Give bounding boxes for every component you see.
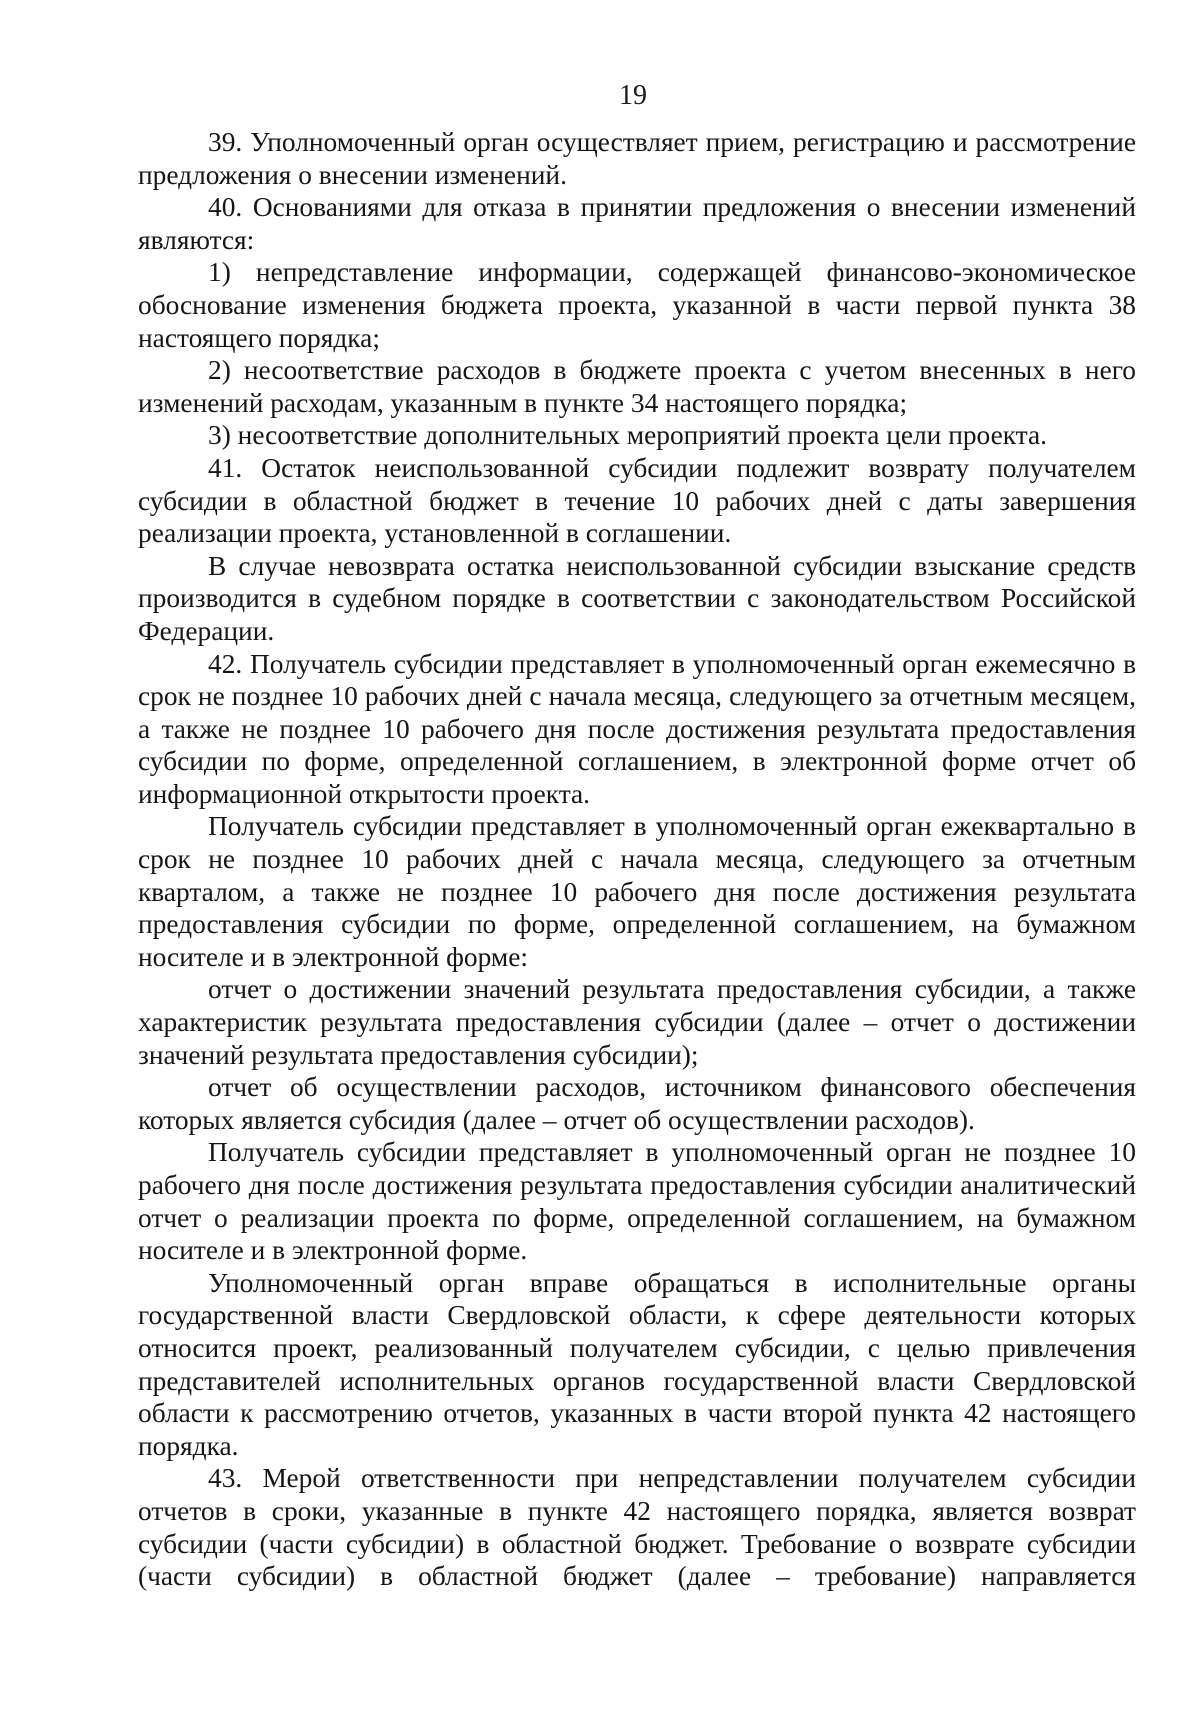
paragraph-40-item-2: 2) несоответствие расходов в бюджете проекта с учетом внесенных в него изменений расходам, указанным в пункте 34 настоящего порядка; <box>138 355 1136 418</box>
paragraph-42-part-2: Получатель субсидии представляет в уполномоченный орган ежеквартально в срок не позднее 10 рабочих дней с начала месяца, следующего за отчетным кварталом, а также не позднее 10 рабочего дня после достижения результата предоставления субсидии по форме, определенной соглашением, на бумажном носителе и в электронной форме: <box>138 811 1136 972</box>
paragraph-41-part-2: В случае невозврата остатка неиспользованной субсидии взыскание средств производится в судебном порядке в соответствии с законодательством Российской Федерации. <box>138 550 1136 646</box>
paragraph-40-item-3: 3) несоответствие дополнительных мероприятий проекта цели проекта. <box>208 420 1047 451</box>
document-body <box>138 126 1136 1593</box>
paragraph-42-report-2: отчет об осуществлении расходов, источником финансового обеспечения которых является субсидия (далее – отчет об осуществлении расходов). <box>138 1072 1136 1135</box>
paragraph-40: 40. Основаниями для отказа в принятии предложения о внесении изменений являются: <box>138 192 1136 255</box>
paragraph-39: 39. Уполномоченный орган осуществляет прием, регистрацию и рассмотрение предложения о внесении изменений. <box>138 127 1136 190</box>
paragraph-43: 43. Мерой ответственности при непредставлении получателем субсидии отчетов в сроки, указанные в пункте 42 настоящего порядка, является возврат субсидии (части субсидии) в областной бюджет. Требование о возврате субсидии (части субсидии) в областной бюджет (далее – требование) направляется <box>138 1463 1136 1592</box>
paragraph-40-item-1: 1) непредставление информации, содержащей финансово-экономическое обоснование изменения бюджета проекта, указанной в части первой пункта 38 настоящего порядка; <box>138 257 1136 353</box>
paragraph-42-part-3: Получатель субсидии представляет в уполномоченный орган не позднее 10 рабочего дня после достижения результата предоставления субсидии аналитический отчет о реализации проекта по форме, определенной соглашением, на бумажном носителе и в электронной форме. <box>138 1137 1136 1266</box>
paragraph-42-part-4: Уполномоченный орган вправе обращаться в исполнительные органы государственной власти Свердловской области, к сфере деятельности которых относится проект, реализованный получателем субсидии, с целью привлечения представителей исполнительных органов государственной власти Свердловской области к рассмотрению отчетов, указанных в части второй пункта 42 настоящего порядка. <box>138 1267 1136 1461</box>
page-number: 19 <box>619 80 647 111</box>
paragraph-41: 41. Остаток неиспользованной субсидии подлежит возврату получателем субсидии в областной бюджет в течение 10 рабочих дней с даты завершения реализации проекта, установленной в соглашении. <box>138 452 1136 549</box>
paragraph-42-report-1: отчет о достижении значений результата предоставления субсидии, а также характеристик результата предоставления субсидии (далее – отчет о достижении значений результата предоставления субсидии); <box>138 974 1136 1070</box>
paragraph-42: 42. Получатель субсидии представляет в уполномоченный орган ежемесячно в срок не позднее 10 рабочих дней с начала месяца, следующего за отчетным месяцем, а также не позднее 10 рабочего дня после достижения результата предоставления субсидии по форме, определенной соглашением, в электронной форме отчет об информационной открытости проекта. <box>138 648 1136 809</box>
